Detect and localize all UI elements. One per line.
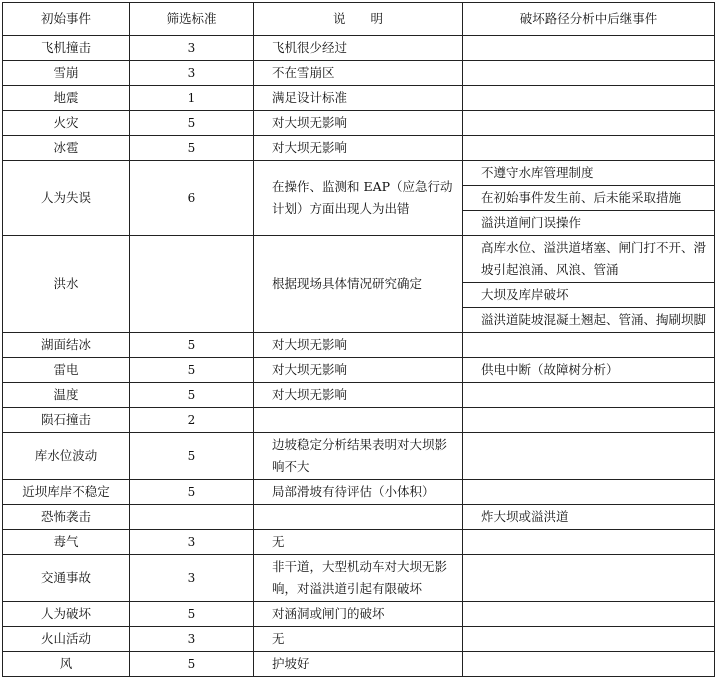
follow-up-event-cell [463, 602, 715, 627]
follow-up-event-cell [463, 627, 715, 652]
screening-criterion-cell: 3 [130, 61, 254, 86]
initiating-event-cell: 洪水 [3, 236, 130, 333]
header-screening-criterion: 筛选标准 [130, 3, 254, 36]
screening-criterion-cell: 3 [130, 36, 254, 61]
follow-up-event-cell [463, 36, 715, 61]
follow-up-event-cell: 大坝及库岸破坏 [463, 283, 715, 308]
description-cell: 边坡稳定分析结果表明对大坝影响不大 [254, 433, 463, 480]
description-cell: 对大坝无影响 [254, 136, 463, 161]
initiating-event-cell: 火山活动 [3, 627, 130, 652]
follow-up-event-cell [463, 383, 715, 408]
initiating-event-cell: 冰雹 [3, 136, 130, 161]
initiating-event-cell: 陨石撞击 [3, 408, 130, 433]
table-row [3, 86, 715, 111]
follow-up-event-cell [463, 433, 715, 480]
screening-criterion-cell: 3 [130, 627, 254, 652]
screening-criterion-cell: 5 [130, 652, 254, 677]
initiating-event-cell: 人为失误 [3, 161, 130, 236]
table-row [3, 333, 715, 358]
follow-up-event-cell: 溢洪道闸门误操作 [463, 211, 715, 236]
header-row [3, 3, 715, 36]
follow-up-event-cell: 在初始事件发生前、后未能采取措施 [463, 186, 715, 211]
follow-up-event-cell: 高库水位、溢洪道堵塞、闸门打不开、滑坡引起浪涌、风浪、管涌 [463, 236, 715, 283]
initiating-event-cell: 温度 [3, 383, 130, 408]
screening-criterion-cell: 5 [130, 111, 254, 136]
table-row [3, 36, 715, 61]
initiating-event-cell: 飞机撞击 [3, 36, 130, 61]
table-row [3, 136, 715, 161]
screening-criterion-cell: 3 [130, 530, 254, 555]
initiating-event-cell: 风 [3, 652, 130, 677]
screening-criterion-cell [130, 236, 254, 333]
description-cell: 无 [254, 530, 463, 555]
description-cell: 对大坝无影响 [254, 358, 463, 383]
initiating-event-cell: 地震 [3, 86, 130, 111]
description-cell: 不在雪崩区 [254, 61, 463, 86]
description-cell: 飞机很少经过 [254, 36, 463, 61]
description-cell: 局部滑坡有待评估（小体积） [254, 480, 463, 505]
description-cell [254, 408, 463, 433]
table-row [3, 505, 715, 530]
header-initiating-event: 初始事件 [3, 3, 130, 36]
description-cell: 对大坝无影响 [254, 333, 463, 358]
initiating-event-cell: 近坝库岸不稳定 [3, 480, 130, 505]
screening-criterion-cell: 5 [130, 333, 254, 358]
header-description: 说 明 [254, 3, 463, 36]
initiating-event-cell: 雷电 [3, 358, 130, 383]
follow-up-event-cell [463, 480, 715, 505]
table-row [3, 61, 715, 86]
table-row [3, 408, 715, 433]
table-row [3, 236, 715, 283]
table-row [3, 433, 715, 480]
follow-up-event-cell [463, 652, 715, 677]
initiating-event-cell: 交通事故 [3, 555, 130, 602]
table-row [3, 358, 715, 383]
screening-criterion-cell: 5 [130, 383, 254, 408]
table-row [3, 652, 715, 677]
follow-up-event-cell [463, 136, 715, 161]
initiating-event-cell: 雪崩 [3, 61, 130, 86]
screening-criterion-cell: 5 [130, 433, 254, 480]
screening-criterion-cell: 5 [130, 602, 254, 627]
follow-up-event-cell [463, 61, 715, 86]
initiating-event-cell: 火灾 [3, 111, 130, 136]
table-row [3, 111, 715, 136]
description-cell: 护坡好 [254, 652, 463, 677]
initiating-event-cell: 湖面结冰 [3, 333, 130, 358]
description-cell [254, 505, 463, 530]
table-row [3, 602, 715, 627]
table-row [3, 555, 715, 602]
follow-up-event-cell: 不遵守水库管理制度 [463, 161, 715, 186]
follow-up-event-cell: 供电中断（故障树分析） [463, 358, 715, 383]
description-cell: 无 [254, 627, 463, 652]
screening-criterion-cell: 2 [130, 408, 254, 433]
description-cell: 对涵洞或闸门的破坏 [254, 602, 463, 627]
follow-up-event-cell [463, 333, 715, 358]
description-cell: 根据现场具体情况研究确定 [254, 236, 463, 333]
table-body [3, 36, 715, 677]
screening-criterion-cell: 5 [130, 480, 254, 505]
follow-up-event-cell: 炸大坝或溢洪道 [463, 505, 715, 530]
follow-up-event-cell: 溢洪道陡坡混凝土翘起、管涌、掏刷坝脚 [463, 308, 715, 333]
header-follow-up-events: 破坏路径分析中后继事件 [463, 3, 715, 36]
screening-criterion-cell: 5 [130, 136, 254, 161]
screening-criterion-cell: 6 [130, 161, 254, 236]
table-row [3, 627, 715, 652]
screening-criterion-cell: 3 [130, 555, 254, 602]
initiating-event-cell: 库水位波动 [3, 433, 130, 480]
table-row [3, 161, 715, 186]
description-cell: 满足设计标准 [254, 86, 463, 111]
description-cell: 对大坝无影响 [254, 383, 463, 408]
screening-criterion-cell: 1 [130, 86, 254, 111]
follow-up-event-cell [463, 408, 715, 433]
description-cell: 对大坝无影响 [254, 111, 463, 136]
table-row [3, 530, 715, 555]
screening-criterion-cell [130, 505, 254, 530]
initiating-event-cell: 人为破坏 [3, 602, 130, 627]
follow-up-event-cell [463, 530, 715, 555]
description-cell: 非干道，大型机动车对大坝无影响，对溢洪道引起有限破坏 [254, 555, 463, 602]
initiating-events-table [2, 2, 715, 677]
follow-up-event-cell [463, 555, 715, 602]
screening-criterion-cell: 5 [130, 358, 254, 383]
follow-up-event-cell [463, 86, 715, 111]
initiating-event-cell: 恐怖袭击 [3, 505, 130, 530]
table-row [3, 480, 715, 505]
table-row [3, 383, 715, 408]
initiating-event-cell: 毒气 [3, 530, 130, 555]
description-cell: 在操作、监测和 EAP（应急行动计划）方面出现人为出错 [254, 161, 463, 236]
follow-up-event-cell [463, 111, 715, 136]
